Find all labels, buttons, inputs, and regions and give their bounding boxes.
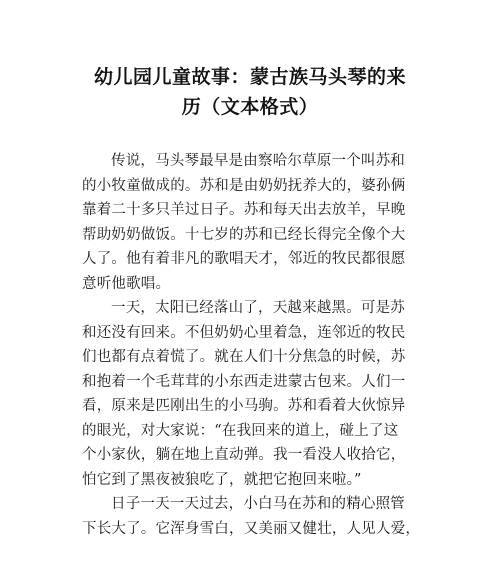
body-line: 日子一天一天过去，小白马在苏和的精心照管 [111,496,405,512]
body-line: 个小家伙，躺在地上直动弹。我一看没人收拾它， [82,447,406,463]
body-line: 怕它到了黑夜被狼吃了，就把它抱回来啦。” [82,471,362,488]
article-title-line-2: 历（文本格式） [181,96,319,118]
article-title [60,62,440,122]
body-line: 和抱着一个毛茸茸的小东西走进蒙古包来。人们一 [82,373,406,390]
body-line: 下长大了。它浑身雪白，又美丽又健壮，人见人爱， [82,520,421,537]
article-body [82,149,422,541]
body-line: 人了。他有着非凡的歌唱天才，邻近的牧民都很愿 [82,251,406,267]
body-line: 看，原来是匹刚出生的小马驹。苏和看着大伙惊异 [82,398,406,414]
article-title-line-1: 幼儿园儿童故事：蒙古族马头琴的来 [93,66,406,88]
body-line: 的眼光，对大家说：“在我回来的道上，碰上了这 [82,422,399,439]
body-line: 们也都有点着慌了。就在人们十分焦急的时候，苏 [82,349,406,365]
body-line: 靠着二十多只羊过日子。苏和每天出去放羊，早晚 [82,202,406,218]
body-line: 意听他歌唱。 [82,275,171,292]
body-line: 和还没有回来。不但奶奶心里着急，连邻近的牧民 [82,324,406,341]
body-line: 一天，太阳已经落山了，天越来越黑。可是苏 [111,300,405,316]
body-line: 帮助奶奶做饭。十七岁的苏和已经长得完全像个大 [82,226,406,243]
body-line: 传说，马头琴最早是由察哈尔草原一个叫苏和 [111,153,405,169]
body-line: 的小牧童做成的。苏和是由奶奶抚养大的，婆孙俩 [82,177,406,194]
